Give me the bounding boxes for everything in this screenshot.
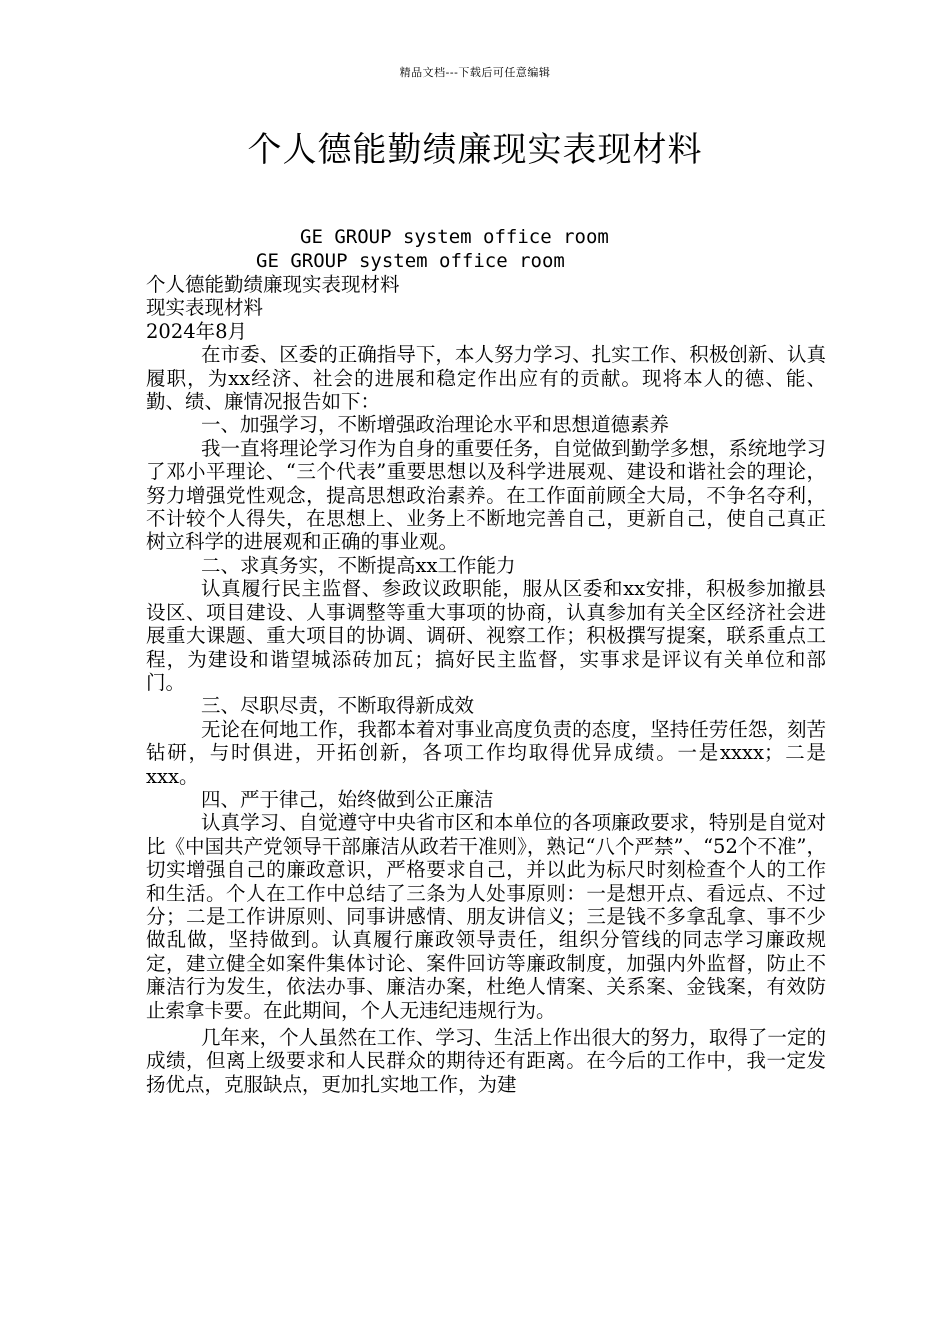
section-heading-3: 三、尽职尽责，不断取得新成效	[201, 694, 475, 718]
subtitle-2: 现实表现材料	[146, 296, 264, 320]
closing-paragraph: 几年来，个人虽然在工作、学习、生活上作出很大的努力，取得了一定的成绩，但离上级要求和人民群众的期待还有距离。在今后的工作中，我一定发扬优点，克服缺点，更加扎实地工作，为建	[146, 1026, 826, 1096]
section-paragraph-4: 认真学习、自觉遵守中央省市区和本单位的各项廉政要求，特别是自觉对比《中国共产党领导干部廉洁从政若干准则》，熟记“八个严禁”、“52个不准”，切实增强自己的廉政意识，严格要求自己，并以此为标尺时刻检查个人的工作和生活。个人在工作中总结了三条为人处事原则：一是想开点、看远点、不过分；二是工作讲原则、同事讲感情、朋友讲信义；三是钱不多拿乱拿、事不少做乱做，坚持做到。认真履行廉政领导责任，组织分管线的同志学习廉政规定，建立健全如案件集体讨论、案件回访等廉政制度，加强内外监督，防止不廉洁行为发生，依法办事、廉洁办案，杜绝人情案、关系案、金钱案，有效防止索拿卡要。在此期间，个人无违纪违规行为。	[146, 811, 826, 1022]
org-line-1: GE GROUP system office room	[300, 226, 609, 248]
header-note: 精品文档---下载后可任意编辑	[399, 66, 551, 79]
section-paragraph-3: 无论在何地工作，我都本着对事业高度负责的态度，坚持任劳任怨，刻苦钻研，与时俱进，开拓创新，各项工作均取得优异成绩。一是xxxx；二是xxx。	[146, 717, 826, 788]
subtitle-1: 个人德能勤绩廉现实表现材料	[146, 273, 400, 296]
document-title: 个人德能勤绩廉现实表现材料	[247, 130, 703, 170]
document-body	[146, 273, 826, 1096]
section-heading-1: 一、加强学习，不断增强政治理论水平和思想道德素养	[201, 413, 670, 437]
org-line-2: GE GROUP system office room	[256, 250, 565, 272]
section-paragraph-2: 认真履行民主监督、参政议政职能，服从区委和xx安排，积极参加撤县设区、项目建设、人事调整等重大事项的协商，认真参加有关全区经济社会进展重大课题、重大项目的协调、调研、视察工作；积极撰写提案，联系重点工程，为建设和谐望城添砖加瓦；搞好民主监督，实事求是评议有关单位和部门。	[146, 577, 826, 694]
section-paragraph-1: 我一直将理论学习作为自身的重要任务，自觉做到勤学多想，系统地学习了邓小平理论、“三个代表”重要思想以及科学进展观、建设和谐社会的理论，努力增强党性观念，提高思想政治素养。在工作面前顾全大局，不争名夺利，不计较个人得失，在思想上、业务上不断地完善自己，更新自己，使自己真正树立科学的进展观和正确的事业观。	[146, 436, 826, 554]
section-heading-2: 二、求真务实，不断提高xx工作能力	[201, 553, 516, 577]
intro-paragraph: 在市委、区委的正确指导下，本人努力学习、扎实工作、积极创新、认真履职，为xx经济、社会的进展和稳定作出应有的贡献。现将本人的德、能、勤、绩、廉情况报告如下：	[146, 343, 826, 414]
section-heading-4: 四、严于律己，始终做到公正廉洁	[201, 787, 494, 811]
document-date: 2024年8月	[146, 319, 248, 343]
